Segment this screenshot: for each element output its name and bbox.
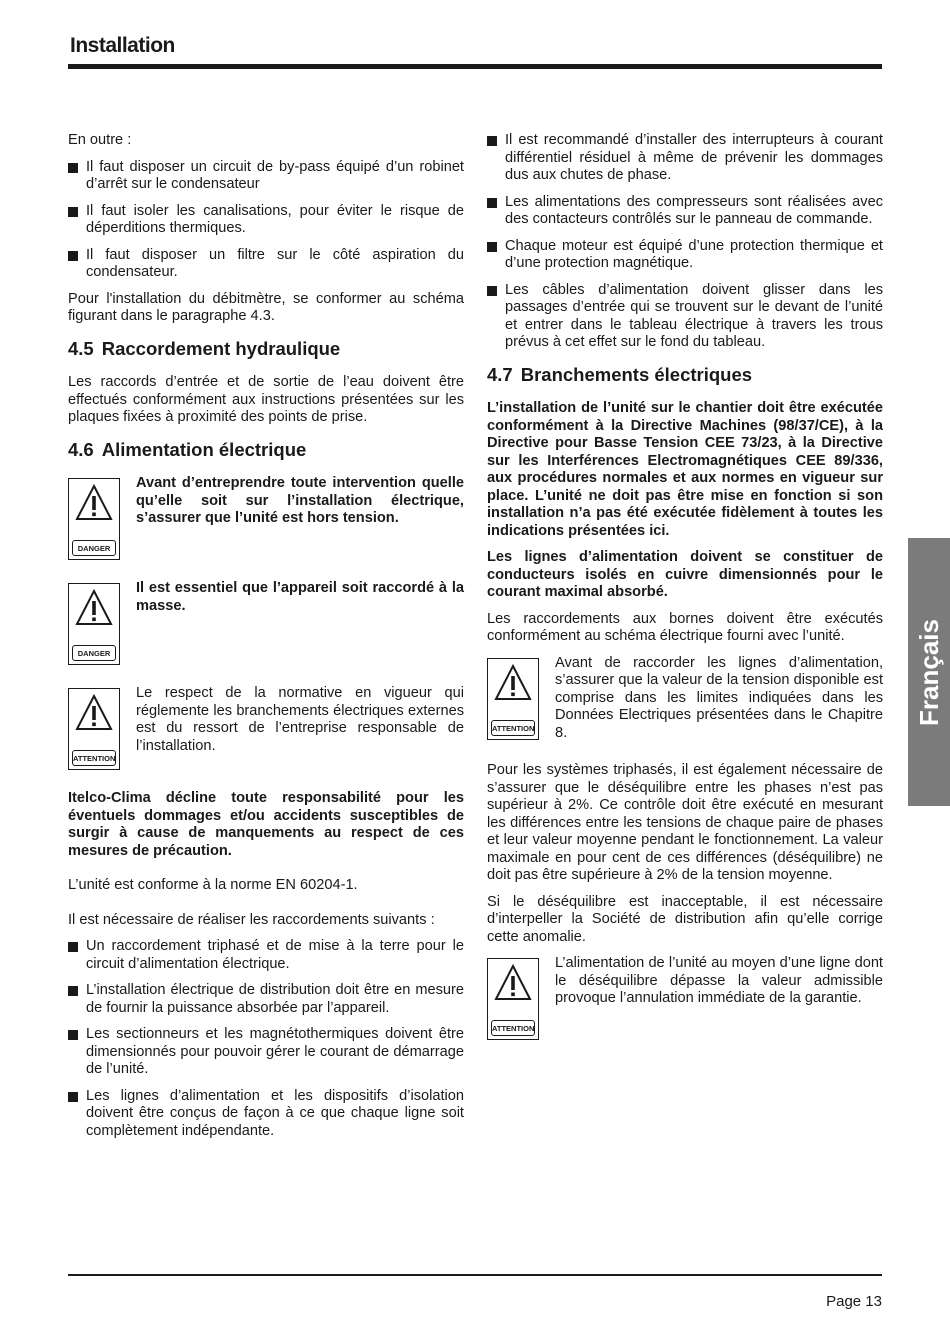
bullet-square-icon <box>68 942 78 952</box>
directive-text: L’installation de l’unité sur le chantier doit être exécutée conformément à la Directive Machines (98/37/CE), à la Directive pour Basse Tension CEE 73/23, à la Directive sur les Interférences Electromagnétiques CEE 89/336, aux procédures normales et aux normes en vigueur sur place. L’unité ne doit pas être mise en fonction si son installation n’a pas été exécutée fidèlement à toutes les indications présentées ici. <box>487 400 883 539</box>
list-item: Les lignes d’alimentation et les dispositifs d’isolation doivent être conçus de façon à ce que chaque ligne soit complètement indépendante. <box>68 1088 464 1141</box>
section-heading-4-7: 4.7 Branchements électriques <box>487 363 753 385</box>
attention-warning-text: Avant de raccorder les lignes d’alimentation, s’assurer que la valeur de la tension disponible est comprise dans les limites indiquées dans les Données Electriques présentées dans le Chapitre 8. <box>555 654 883 741</box>
list-item: Il faut disposer un circuit de by-pass équipé d’un robinet d’arrêt sur le condensateur <box>68 159 464 194</box>
disclaimer-text: Itelco-Clima décline toute responsabilité pour les éventuels dommages et/ou accidents susceptibles de surgir à cause de manquements au respect de ces mesures de précaution. <box>68 790 464 859</box>
danger-warning-icon: DANGER <box>68 478 120 560</box>
left-column <box>68 132 464 1149</box>
flowmeter-text: Pour l'installation du débitmètre, se conformer au schéma figurant dans le paragraphe 4.3. <box>68 290 464 324</box>
attention-warning-icon: ATTENTION <box>487 658 539 740</box>
attention-warning-1 <box>68 685 464 770</box>
section-heading-4-5: 4.5 Raccordement hydraulique <box>68 337 341 359</box>
bullet-square-icon <box>68 163 78 173</box>
footer-rule <box>68 1274 882 1276</box>
bullet-square-icon <box>68 1092 78 1102</box>
connections-intro-text: Il est nécessaire de réaliser les raccordements suivants : <box>68 911 435 928</box>
right-column <box>487 132 883 1060</box>
bullet-square-icon <box>487 136 497 146</box>
danger-warning-text: Avant d’entreprendre toute intervention quelle qu’elle soit sur l’installation électrique, s’assurer que l’unité est hors tension. <box>136 475 464 526</box>
danger-warning-1 <box>68 475 464 560</box>
attention-warning-icon: ATTENTION <box>487 958 539 1040</box>
attention-warning-icon: ATTENTION <box>68 688 120 770</box>
language-tab <box>908 538 950 806</box>
attention-warning-2 <box>487 655 883 743</box>
bullet-square-icon <box>68 207 78 217</box>
list-item: L’installation électrique de distribution doit être en mesure de fournir la puissance absorbée par l’appareil. <box>68 982 464 1017</box>
bullet-square-icon <box>487 242 497 252</box>
bullet-square-icon <box>68 986 78 996</box>
attention-warning-text: Le respect de la normative en vigueur qui réglemente les branchements électriques externes est du ressort de l’entreprise responsable de l’installation. <box>136 685 464 754</box>
list-item: Les alimentations des compresseurs sont réalisées avec des contacteurs contrôlés sur le panneau de commande. <box>487 194 883 229</box>
list-item: Chaque moteur est équipé d’une protection thermique et d’une protection magnétique. <box>487 238 883 273</box>
section-heading-4-6: 4.6 Alimentation électrique <box>68 438 307 460</box>
connections-list <box>68 938 464 1140</box>
bullet-square-icon <box>487 198 497 208</box>
danger-warning-text: Il est essentiel que l’appareil soit raccordé à la masse. <box>136 580 464 614</box>
three-phase-text: Pour les systèmes triphasés, il est également nécessaire de s’assurer que le déséquilibre entre les phases n’est pas supérieur à 2%. Ce contrôle doit être exécuté en mesurant les différences entre les tensions de chaque paire de phases et leur valeur moyenne pendant le fonctionnement. La valeur maximale en pour cent de ces différences (déséquilibre) ne doit pas être supérieure à 2% de la tension moyenne. <box>487 762 883 883</box>
danger-warning-icon: DANGER <box>68 583 120 665</box>
list-item: Un raccordement triphasé et de mise à la terre pour le circuit d’alimentation électrique. <box>68 938 464 973</box>
conductors-text: Les lignes d’alimentation doivent se constituer de conducteurs isolés en cuivre dimensionnés pour le courant maximal absorbé. <box>487 549 883 600</box>
list-item: Les câbles d’alimentation doivent glisser dans les passages d’entrée qui se trouvent sur le devant de l’unité et entrer dans le tableau électrique à travers les trous prévus à cet effet sur le fond du tableau. <box>487 282 883 352</box>
page-number: Page 13 <box>826 1293 882 1310</box>
electrical-protection-list <box>487 132 883 352</box>
condenser-requirements-list <box>68 159 464 282</box>
terminals-text: Les raccordements aux bornes doivent être exécutés conformément au schéma électrique fourni avec l’unité. <box>487 610 883 644</box>
bullet-square-icon <box>68 251 78 261</box>
hydraulic-text: Les raccords d’entrée et de sortie de l’eau doivent être effectués conformément aux instructions présentées sur les plaques fixées à proximité des points de prise. <box>68 374 464 425</box>
header-rule <box>68 64 882 69</box>
attention-warning-3 <box>487 955 883 1040</box>
language-tab-label: Français <box>913 618 944 726</box>
norm-text: L’unité est conforme à la norme EN 60204-1. <box>68 877 358 893</box>
intro-text: En outre : <box>68 132 132 148</box>
page-header-title: Installation <box>70 34 175 57</box>
list-item: Les sectionneurs et les magnétothermiques doivent être dimensionnés pour pouvoir gérer le courant de démarrage de l’unité. <box>68 1026 464 1079</box>
danger-warning-2 <box>68 580 464 665</box>
unbalance-text: Si le déséquilibre est inacceptable, il est nécessaire d’interpeller la Société de distribution afin qu’elle corrige cette anomalie. <box>487 893 883 945</box>
attention-warning-text: L’alimentation de l’unité au moyen d’une ligne dont le déséquilibre dépasse la valeur admissible provoque l’annulation immédiate de la garantie. <box>555 955 883 1006</box>
list-item: Il est recommandé d’installer des interrupteurs à courant différentiel résiduel à même de prévenir les dommages dus aux chutes de phase. <box>487 132 883 185</box>
list-item: Il faut isoler les canalisations, pour éviter le risque de déperditions thermiques. <box>68 203 464 238</box>
bullet-square-icon <box>487 286 497 296</box>
bullet-square-icon <box>68 1030 78 1040</box>
list-item: Il faut disposer un filtre sur le côté aspiration du condensateur. <box>68 247 464 282</box>
